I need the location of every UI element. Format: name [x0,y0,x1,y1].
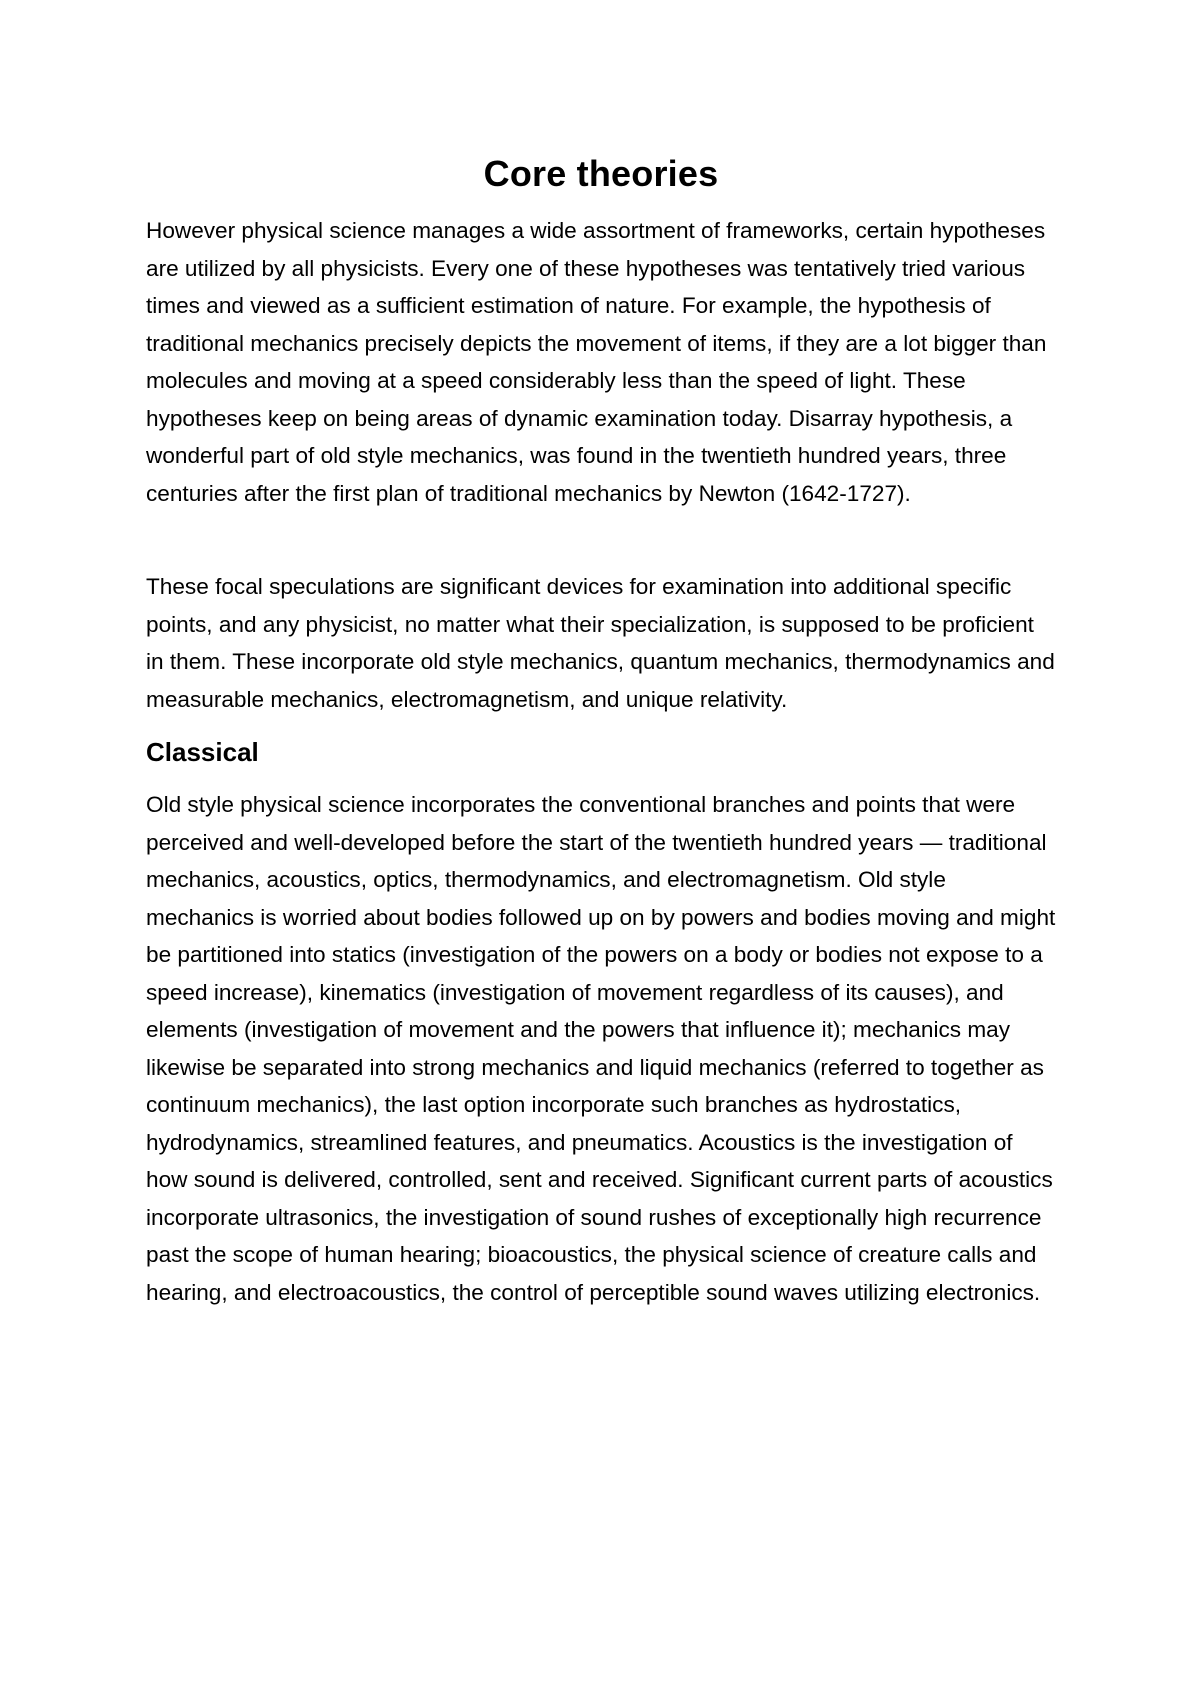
classical-paragraph: Old style physical science incorporates the conventional branches and points that were perceived and well-developed before the start of the twentieth hundred years — traditional mechanics, acoustics, optics, thermodynamics, and electromagnetism. Old style mechanics is worried about bodies followed up on by powers and bodies moving and might be partitioned into statics (investigation of the powers on a body or bodies not expose to a speed increase), kinematics (investigation of movement regardless of its causes), and elements (investigation of movement and the powers that influence it); mechanics may likewise be separated into strong mechanics and liquid mechanics (referred to together as continuum mechanics), the last option incorporate such branches as hydrostatics, hydrodynamics, streamlined features, and pneumatics. Acoustics is the investigation of how sound is delivered, controlled, sent and received. Significant current parts of acoustics incorporate ultrasonics, the investigation of sound rushes of exceptionally high recurrence past the scope of human hearing; bioacoustics, the physical science of creature calls and hearing, and electroacoustics, the control of perceptible sound waves utilizing electronics. [146,792,1056,1305]
section-heading-classical: Classical [146,737,259,767]
paragraph-spacer [146,512,1056,568]
document-page [146,150,1056,1311]
intro-paragraph: However physical science manages a wide assortment of frameworks, certain hypotheses are utilized by all physicists. Every one of these hypotheses was tentatively tried various times and viewed as a sufficient estimation of nature. For example, the hypothesis of traditional mechanics precisely depicts the movement of items, if they are a lot bigger than molecules and moving at a speed considerably less than the speed of light. These hypotheses keep on being areas of dynamic examination today. Disarray hypothesis, a wonderful part of old style mechanics, was found in the twentieth hundred years, three centuries after the first plan of traditional mechanics by Newton (1642-1727). [146,218,1047,506]
page-title: Core theories [483,153,719,194]
focal-theories-paragraph: These focal speculations are significant devices for examination into additional specific points, and any physicist, no matter what their specialization, is supposed to be proficient in them. These incorporate old style mechanics, quantum mechanics, thermodynamics and measurable mechanics, electromagnetism, and unique relativity. [146,574,1055,712]
